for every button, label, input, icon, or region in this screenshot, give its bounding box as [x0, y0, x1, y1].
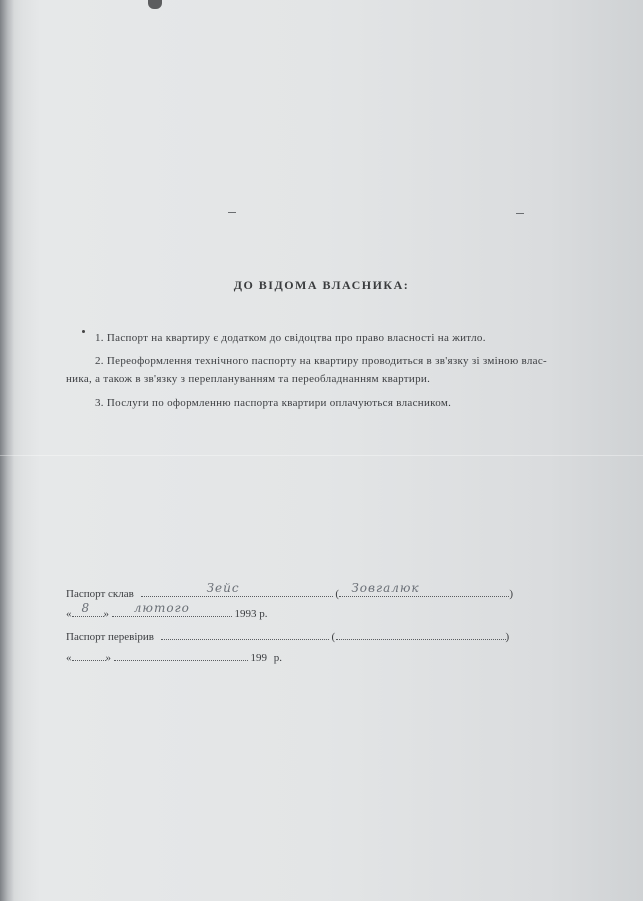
year-suffix: р. — [259, 608, 268, 620]
name-line — [339, 581, 509, 597]
dash-mark — [516, 213, 524, 214]
checked-month-line — [114, 650, 248, 661]
compiled-signature: Зейс — [206, 581, 240, 595]
dash-mark — [228, 212, 236, 213]
compiled-month: лютого — [133, 601, 190, 615]
ink-dot — [82, 330, 85, 333]
signature-line — [141, 581, 333, 597]
compiled-day: 8 — [81, 601, 91, 615]
checked-day-line — [72, 650, 106, 661]
notice-title: ДО ВІДОМА ВЛАСНИКА: — [233, 278, 410, 292]
checked-by-row: Паспорт перевірив ( ) — [66, 631, 510, 643]
compiled-label: Паспорт склав — [66, 588, 134, 600]
compiled-date-row: « 8 » лютого 1993 р. — [66, 601, 268, 620]
compiled-year: 1993 — [234, 608, 257, 620]
faint-header — [262, 96, 422, 108]
scan-smudge — [148, 0, 162, 9]
paragraph-2-line-2: ника, а також в зв'язку з переплануванням та переобладнанням квартири. — [66, 373, 431, 385]
checker-signature-line — [161, 629, 329, 640]
checked-date-row: « » 199 р. — [66, 652, 282, 664]
compiled-by-row: Паспорт склав Зейс ( Зовгалюк ) — [66, 581, 513, 600]
checker-name-line — [336, 629, 506, 640]
checked-year-suffix: р. — [273, 652, 282, 664]
paragraph-1: 1. Паспорт на квартиру є додатком до свідоцтва про право власності на житло. — [95, 332, 486, 344]
paragraph-2-line-1: 2. Переоформлення технічного паспорту на квартиру проводиться в зв'язку зі зміною влас- — [95, 355, 548, 367]
checked-label: Паспорт перевірив — [66, 631, 154, 643]
day-line — [72, 601, 104, 617]
fold-line — [0, 455, 643, 456]
compiled-name: Зовгалюк — [351, 581, 420, 595]
scan-bottom-edge — [0, 901, 643, 909]
checked-year-prefix: 199 — [250, 652, 267, 664]
paragraph-3: 3. Послуги по оформленню паспорта квартири оплачуються власником. — [95, 397, 452, 409]
